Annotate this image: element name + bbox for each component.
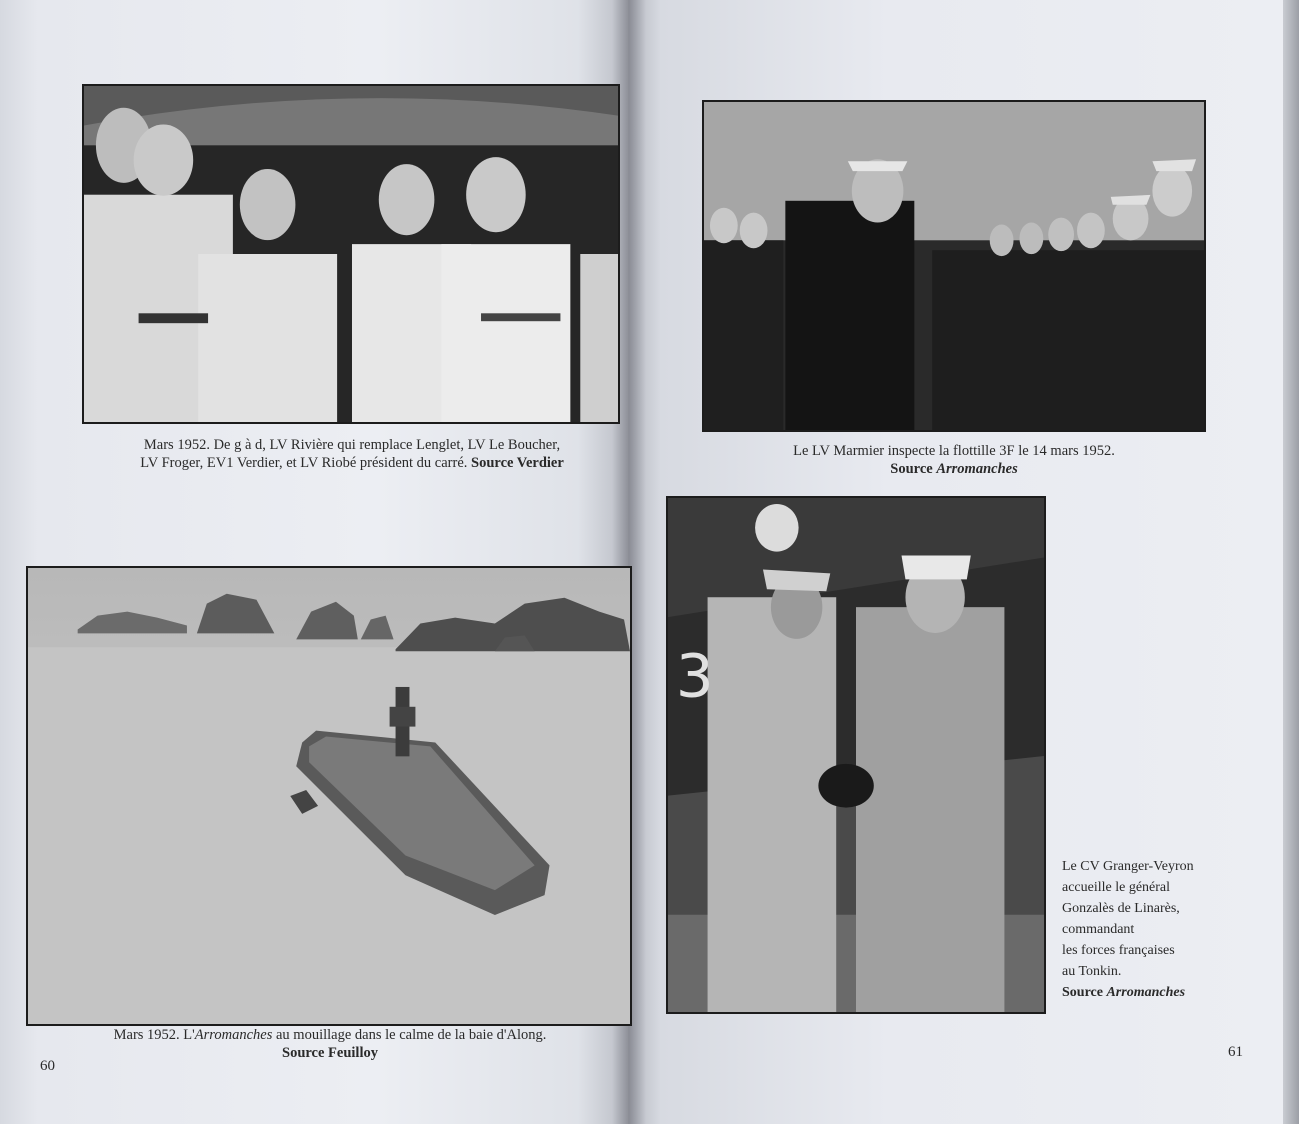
caption-carrier-ship: Arromanches: [194, 1027, 273, 1043]
caption-general-line1: Le CV Granger-Veyron: [1062, 859, 1194, 874]
photo-flotilla-inspection: [702, 100, 1206, 432]
page-number-left: 60: [40, 1058, 55, 1074]
caption-carrier-source: Source Feuilloy: [282, 1045, 378, 1061]
caption-general-line3: Gonzalès de Linarès,: [1062, 901, 1180, 916]
caption-general-source: [1062, 982, 1262, 1003]
caption-officers-line1: Mars 1952. De g à d, LV Rivière qui remplace Lenglet, LV Le Boucher,: [143, 437, 561, 453]
caption-officers-source: Source Verdier: [471, 455, 564, 471]
caption-officers-text: LV Froger, EV1 Verdier, et LV Riobé président du carré.: [140, 455, 472, 471]
caption-inspection-source: [702, 460, 1206, 478]
caption-inspection-line1: Le LV Marmier inspecte la flottille 3F le 14 mars 1952.: [793, 443, 1115, 459]
photo-officers-group: [82, 84, 620, 424]
caption-officers-line2: [84, 454, 620, 472]
caption-carrier: [40, 1026, 620, 1062]
photo-general-welcome: [666, 496, 1046, 1014]
caption-general-line5: les forces françaises: [1062, 943, 1175, 958]
caption-inspection-source-label: Source: [890, 461, 937, 477]
caption-general: [1062, 856, 1262, 1003]
svg-text:3: 3: [675, 642, 714, 712]
photo-aircraft-carrier: [26, 566, 632, 1026]
caption-general-line6: au Tonkin.: [1062, 964, 1122, 979]
caption-general-line4: commandant: [1062, 922, 1135, 937]
caption-general-source-name: Arromanches: [1106, 985, 1186, 1000]
caption-inspection-source-name: Arromanches: [936, 461, 1018, 477]
caption-carrier-post: au mouillage dans le calme de la baie d'Along.: [272, 1027, 547, 1043]
caption-general-source-label: Source: [1062, 985, 1107, 1000]
page-number-right: 61: [1228, 1044, 1243, 1060]
page-edge: [1283, 0, 1299, 1124]
caption-carrier-pre: Mars 1952. L': [113, 1027, 195, 1043]
caption-general-line2: accueille le général: [1062, 880, 1171, 895]
caption-officers: [84, 436, 620, 472]
caption-inspection: [702, 442, 1206, 478]
caption-carrier-line1: [40, 1026, 620, 1044]
